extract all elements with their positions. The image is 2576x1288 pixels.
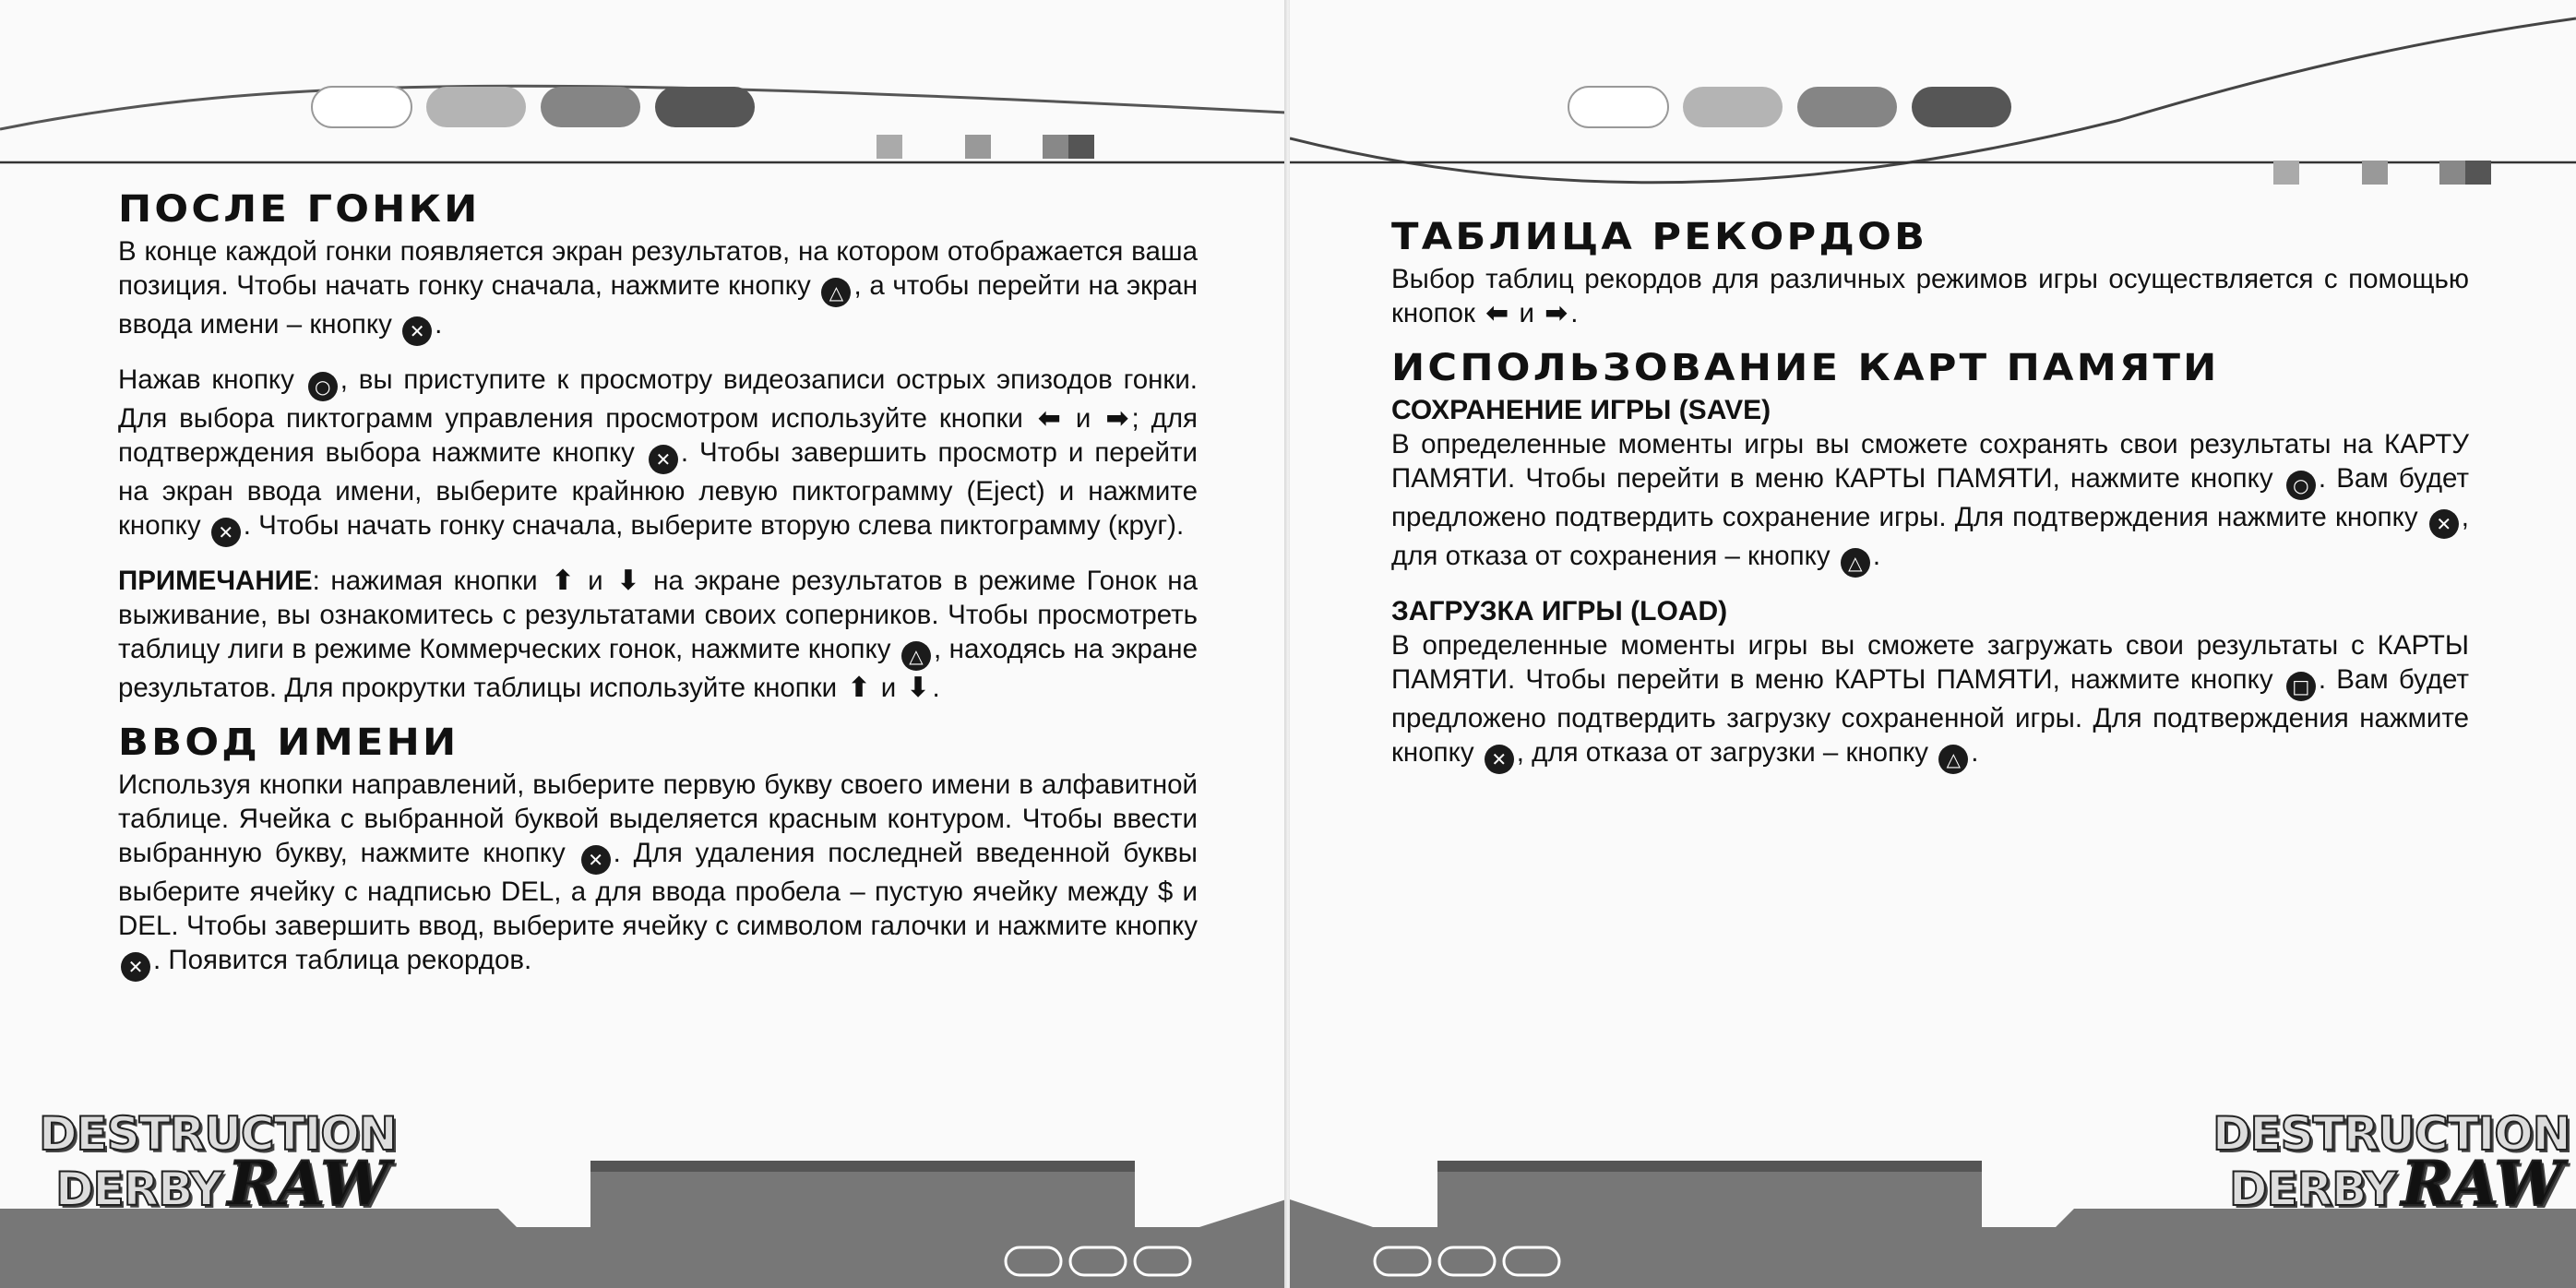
triangle-button-icon: △ bbox=[1938, 745, 1968, 774]
heading-after-race: ПОСЛЕ ГОНКИ bbox=[118, 188, 481, 231]
cross-button-icon: ✕ bbox=[121, 952, 150, 982]
pill-dark bbox=[1912, 87, 2011, 127]
left-page bbox=[0, 0, 1286, 1288]
destruction-derby-raw-logo: DESTRUCTION DERBYRAW bbox=[39, 1107, 397, 1220]
note-label: ПРИМЕЧАНИЕ bbox=[118, 566, 313, 596]
cross-button-icon: ✕ bbox=[211, 518, 241, 547]
right-page-content bbox=[1391, 216, 2469, 791]
pill-mid bbox=[541, 87, 640, 127]
paragraph: В определенные моменты игры вы сможете сохранять свои результаты на КАРТУ ПАМЯТИ. Чтобы перейти в меню КАРТЫ ПАМЯТИ, нажмите кнопку ○ . Вам будет предложено подтвердить сохранение игры. Для подтверждения нажмите кнопку ✕ , для отказа от сохранения – кнопку △ . bbox=[1391, 427, 2469, 578]
circle-button-icon: ○ bbox=[308, 372, 338, 401]
note-paragraph: ПРИМЕЧАНИЕ: нажимая кнопки ⬆ и ⬇ на экране результатов в режиме Гонок на выживание, вы ознакомитесь с результатами своих соперников. Чтобы просмотреть таблицу лиги в режиме Коммерческих гонок, нажмите кнопку △ , находясь на экране результатов. Для прокрутки таблицы используйте кнопки ⬆ и ⬇ . bbox=[118, 565, 1198, 704]
pill-dark bbox=[655, 87, 755, 127]
square-button-icon: □ bbox=[2286, 672, 2316, 701]
paragraph: В определенные моменты игры вы сможете загружать свои результаты с КАРТЫ ПАМЯТИ. Чтобы перейти в меню КАРТЫ ПАМЯТИ, нажмите кнопку □ . Вам будет предложено подтвердить загрузку сохраненной игры. Для подтверждения нажмите кнопку ✕ , для отказа от загрузки – кнопку △ . bbox=[1391, 628, 2469, 774]
down-arrow-icon: ⬇ bbox=[616, 565, 640, 597]
circle-button-icon: ○ bbox=[2286, 471, 2316, 500]
heading-records-table: ТАБЛИЦА РЕКОРДОВ bbox=[1391, 216, 1928, 258]
paragraph: Нажав кнопку ○ , вы приступите к просмотру видеозаписи острых эпизодов гонки. Для выбора пиктограмм управления просмотром используйте кнопки ⬅ и ➡ ; для подтверждения выбора нажмите кнопку ✕ . Чтобы завершить просмотр и перейти на экран ввода имени, выберите крайнюю левую пиктограмму (Eject) и нажмите кнопку ✕ . Чтобы начать гонку сначала, выберите вторую слева пиктограмму (круг). bbox=[118, 363, 1198, 547]
destruction-derby-raw-logo: DESTRUCTION DERBYRAW bbox=[2212, 1107, 2570, 1220]
cross-button-icon: ✕ bbox=[2429, 509, 2459, 539]
left-arrow-icon: ⬅ bbox=[1485, 297, 1509, 329]
right-arrow-icon: ➡ bbox=[1105, 402, 1129, 435]
paragraph: Используя кнопки направлений, выберите первую букву своего имени в алфавитной таблице. Ячейка с выбранной буквой выделяется красным контуром. Чтобы ввести выбранную букву, нажмите кнопку ✕ . Для удаления последней введенной буквы выберите ячейку с надписью DEL, а для ввода пробела – пустую ячейку между $ и DEL. Чтобы завершить ввод, выберите ячейку с символом галочки и нажмите кнопку ✕ . Появится таблица рекордов. bbox=[118, 768, 1198, 982]
triangle-button-icon: △ bbox=[901, 641, 931, 671]
up-arrow-icon: ⬆ bbox=[847, 672, 871, 704]
pill-light bbox=[426, 87, 526, 127]
right-page bbox=[1290, 0, 2576, 1288]
heading-name-entry: ВВОД ИМЕНИ bbox=[118, 722, 459, 764]
cross-button-icon: ✕ bbox=[1485, 745, 1514, 774]
cross-button-icon: ✕ bbox=[649, 445, 678, 474]
heading-memory-cards: ИСПОЛЬЗОВАНИЕ КАРТ ПАМЯТИ bbox=[1391, 347, 2220, 389]
subheading-load: ЗАГРУЗКА ИГРЫ (LOAD) bbox=[1391, 596, 1728, 626]
paragraph: В конце каждой гонки появляется экран результатов, на котором отображается ваша позиция. Чтобы начать гонку сначала, нажмите кнопку △ , а чтобы перейти на экран ввода имени – кнопку ✕ . bbox=[118, 234, 1198, 346]
pill-light bbox=[1683, 87, 1783, 127]
left-page-content bbox=[118, 188, 1198, 998]
paragraph: Выбор таблиц рекордов для различных режимов игры осуществляется с помощью кнопок ⬅ и ➡ . bbox=[1391, 264, 2469, 329]
left-arrow-icon: ⬅ bbox=[1037, 402, 1061, 435]
cross-button-icon: ✕ bbox=[402, 316, 432, 346]
right-arrow-icon: ➡ bbox=[1544, 297, 1568, 329]
pill-mid bbox=[1797, 87, 1897, 127]
down-arrow-icon: ⬇ bbox=[906, 672, 930, 704]
cross-button-icon: ✕ bbox=[581, 845, 611, 875]
subheading-save: СОХРАНЕНИЕ ИГРЫ (SAVE) bbox=[1391, 395, 1771, 425]
up-arrow-icon: ⬆ bbox=[551, 565, 575, 597]
triangle-button-icon: △ bbox=[1841, 548, 1870, 578]
pill-empty bbox=[1568, 87, 1668, 127]
triangle-button-icon: △ bbox=[821, 278, 851, 307]
pill-empty bbox=[312, 87, 411, 127]
